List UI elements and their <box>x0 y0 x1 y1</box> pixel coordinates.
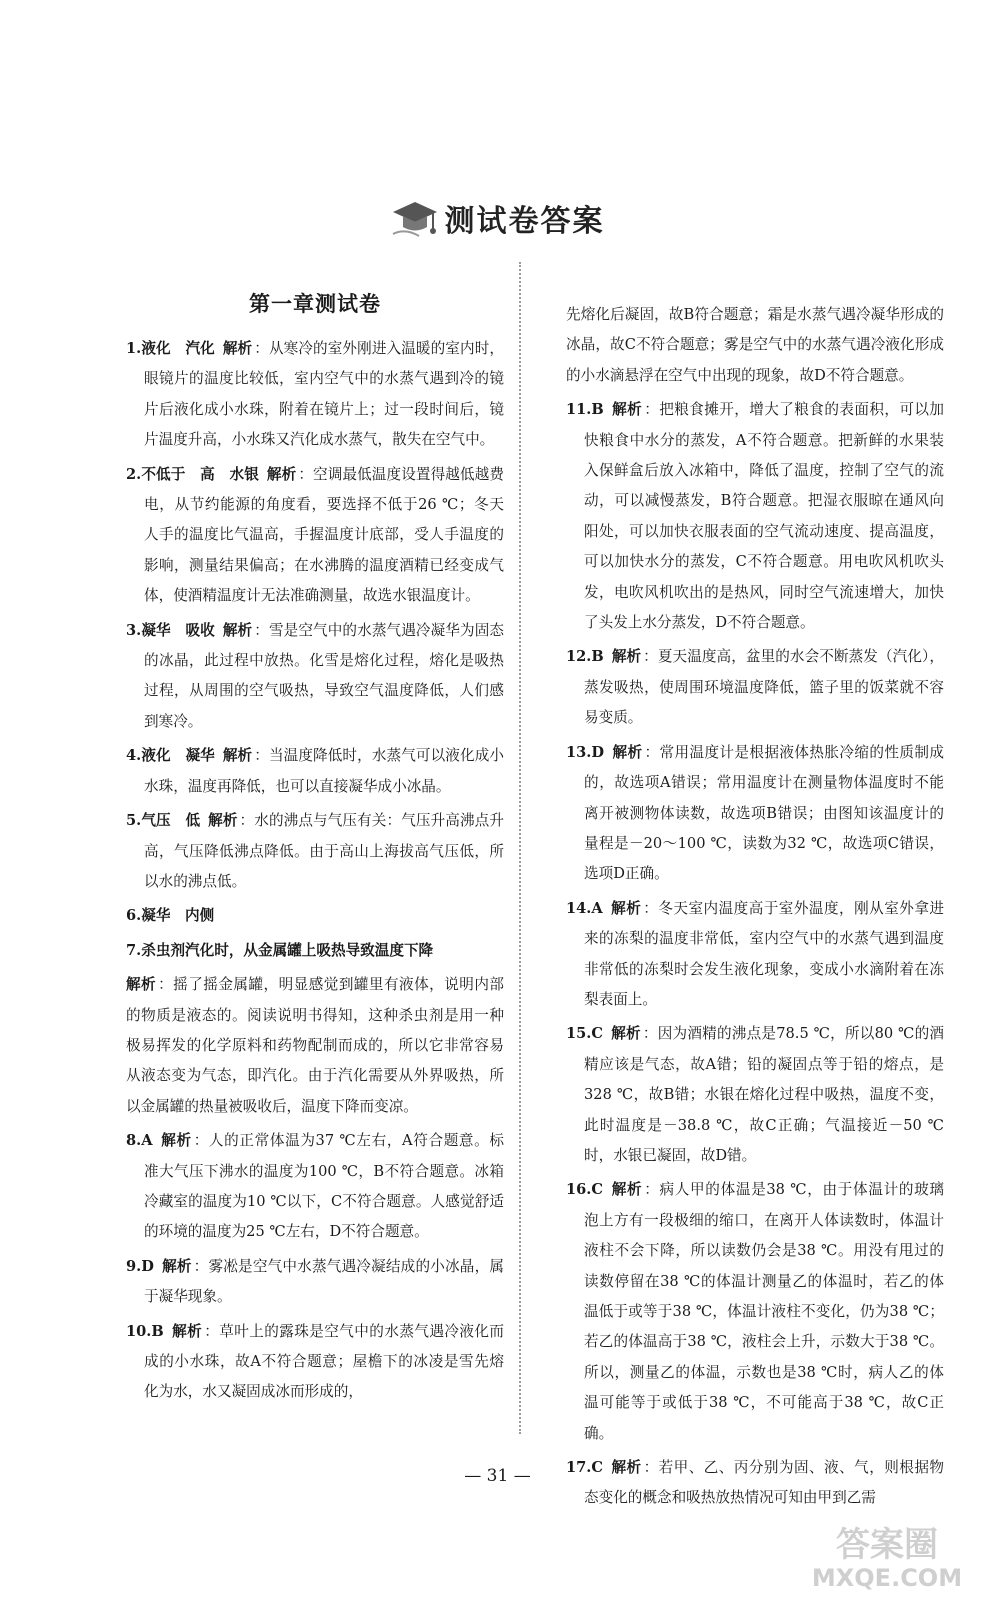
answer-item <box>566 1175 944 1449</box>
item-answer: 气压 低 <box>141 812 201 830</box>
answer-item <box>126 970 504 1122</box>
item-answer: B <box>591 401 604 419</box>
item-analysis-tag: 解析 <box>222 747 253 765</box>
item-number: 3. <box>126 621 142 639</box>
item-analysis-tag: 解析 <box>222 621 253 639</box>
item-number: 12. <box>566 648 592 666</box>
item-analysis-tag: 解析 <box>611 401 643 419</box>
item-text: ：从寒冷的室外刚进入温暖的室内时，眼镜片的温度比较低，室内空气中的水蒸气遇到冷的镜片后液化成小水珠，附着在镜片上；过一段时间后，镜片温度升高，小水珠又汽化成水蒸气，散失在空气中。 <box>144 340 504 449</box>
answer-item <box>566 738 944 890</box>
item-number: 6. <box>126 907 142 925</box>
answer-item <box>566 300 944 391</box>
item-number: 13. <box>566 743 592 761</box>
item-analysis-tag: 解析 <box>610 899 642 917</box>
graduation-cap-icon <box>391 196 439 240</box>
page-title: 测试卷答案 <box>444 204 605 239</box>
item-text: ：夏天温度高，盆里的水会不断蒸发（汽化），蒸发吸热，使周围环境温度降低，篮子里的饭菜就不容易变质。 <box>584 648 944 727</box>
watermark-logo <box>787 1514 987 1594</box>
watermark-line1: 答案圈 <box>836 1525 938 1565</box>
answer-item <box>126 334 504 456</box>
item-number: 5. <box>126 812 142 830</box>
item-text: ：若甲、乙、丙分别为固、液、气，则根据物态变化的概念和吸热放热情况可知由甲到乙需 <box>584 1459 944 1507</box>
item-answer: C <box>591 1025 604 1043</box>
item-answer: 凝华 吸收 <box>141 621 215 639</box>
answer-item <box>566 894 944 1016</box>
item-answer: 液化 汽化 <box>141 340 215 357</box>
item-number: 1. <box>126 340 142 357</box>
item-answer: D <box>141 1257 154 1275</box>
item-analysis-tag: 解析 <box>208 812 238 830</box>
item-analysis-tag: 解析 <box>611 1181 643 1199</box>
item-number: 10. <box>126 1322 152 1340</box>
right-column <box>566 300 944 1518</box>
item-number: 8. <box>126 1132 142 1150</box>
item-text: ：雾凇是空气中水蒸气遇冷凝结成的小冰晶，属于凝华现象。 <box>144 1257 504 1306</box>
answer-item <box>126 806 504 897</box>
item-number: 7. <box>126 941 142 959</box>
answer-item <box>126 1126 504 1248</box>
item-analysis-tag: 解析 <box>611 648 642 666</box>
item-text: ：人的正常体温为37 ℃左右，A符合题意。标准大气压下沸水的温度为100 ℃，B不符合题意。冰箱冷藏室的温度为10 ℃以下，C不符合题意。人感觉舒适的环境的温度为25 ℃左右，D不符合题意。 <box>144 1132 504 1241</box>
answer-item <box>126 741 504 802</box>
item-number: 14. <box>566 899 592 917</box>
item-number: 4. <box>126 747 142 765</box>
item-analysis-tag: 解析 <box>612 743 643 761</box>
item-analysis-tag: 解析 <box>126 976 157 994</box>
answer-list-left <box>126 334 504 1408</box>
item-number: 15. <box>566 1025 592 1043</box>
item-text: ：雪是空气中的水蒸气遇冷凝华为固态的冰晶，此过程中放热。化雪是熔化过程，熔化是吸热过程，从周围的空气吸热，导致空气温度降低，人们感到寒冷。 <box>144 621 504 730</box>
item-analysis-tag: 解析 <box>160 1132 192 1150</box>
item-text: ：摇了摇金属罐，明显感觉到罐里有液体，说明内部的物质是液态的。阅读说明书得知，这种杀虫剂是用一种极易挥发的化学原料和药物配制而成的，所以它非常容易从液态变为气态，即汽化。由于汽化需要从外界吸热，所以金属罐的热量被吸收后，温度下降而变凉。 <box>126 976 504 1115</box>
item-text: ：因为酒精的沸点是78.5 ℃，所以80 ℃的酒精应该是气态，故A错；铅的凝固点等于铅的熔点，是328 ℃，故B错；水银在熔化过程中吸热，温度不变，此时温度是－38.8 ℃，故C正确；气温接近－50 ℃时，水银已凝固，故D错。 <box>584 1025 944 1164</box>
item-text: ：当温度降低时，水蒸气可以液化成小水珠，温度再降低，也可以直接凝华成小冰晶。 <box>144 747 504 795</box>
item-answer: C <box>591 1181 604 1199</box>
item-analysis-tag: 解析 <box>611 1025 641 1043</box>
answer-item <box>126 616 504 738</box>
answer-item <box>126 460 504 612</box>
column-divider <box>519 262 521 1434</box>
answer-item <box>126 901 504 931</box>
page-number: — 31 — <box>464 1466 531 1486</box>
item-answer: B <box>591 648 604 666</box>
page-header <box>0 196 995 240</box>
item-number: 11. <box>566 401 592 419</box>
item-answer: 凝华 内侧 <box>141 907 215 925</box>
answer-list-right <box>566 300 944 1514</box>
item-answer: 不低于 高 水银 <box>141 465 259 483</box>
answer-item <box>126 1317 504 1408</box>
item-answer: 液化 凝华 <box>141 747 215 765</box>
item-analysis-tag: 解析 <box>161 1257 192 1275</box>
item-text: ：水的沸点与气压有关：气压升高沸点升高，气压降低沸点降低。由于高山上海拔高气压低，所以水的沸点低。 <box>144 812 504 890</box>
item-number: 17. <box>566 1459 592 1477</box>
item-text: 先熔化后凝固，故B符合题意；霜是水蒸气遇冷凝华形成的冰晶，故C不符合题意；雾是空气中的水蒸气遇冷液化形成的小水滴悬浮在空气中出现的现象，故D不符合题意。 <box>566 306 944 384</box>
item-text: ：空调最低温度设置得越低越费电，从节约能源的角度看，要选择不低于26 ℃；冬天人手的温度比气温高，手握温度计底部，受人手温度的影响，测量结果偏高；在水沸腾的温度酒精已经变成气体，使酒精温度计无法准确测量，故选水银温度计。 <box>144 465 504 605</box>
item-answer: A <box>591 899 603 917</box>
item-number: 9. <box>126 1257 142 1275</box>
answer-item <box>566 1019 944 1171</box>
item-text: ：把粮食摊开，增大了粮食的表面积，可以加快粮食中水分的蒸发，A不符合题意。把新鲜的水果装入保鲜盒后放入冰箱中，降低了温度，控制了空气的流动，可以减慢蒸发，B符合题意。把湿衣服晾在通风向阳处，可以加快衣服表面的空气流动速度、提高温度，可以加快水分的蒸发，C不符合题意。用电吹风机吹头发，电吹风机吹出的是热风，同时空气流速增大，加快了头发上水分蒸发，D不符合题意。 <box>584 401 944 632</box>
item-analysis-tag: 解析 <box>222 340 253 357</box>
answer-item <box>126 936 504 966</box>
item-number: 2. <box>126 465 142 483</box>
item-text: ：常用温度计是根据液体热胀冷缩的性质制成的，故选项A错误；常用温度计在测量物体温度时不能离开被测物体读数，故选项B错误；由图知该温度计的量程是－20～100 ℃，读数为32 ℃，故选项C错误，选项D正确。 <box>584 743 944 883</box>
item-analysis-tag: 解析 <box>266 465 297 483</box>
item-text: ：病人甲的体温是38 ℃，由于体温计的玻璃泡上方有一段极细的缩口，在离开人体读数时，体温计液柱不会下降，所以读数仍会是38 ℃。用没有甩过的读数停留在38 ℃的体温计测量乙的体温时，若乙的体温低于或等于38 ℃，体温计液柱不变化，仍为38 ℃；若乙的体温高于38 ℃，液柱会上升，示数大于38 ℃。所以，测量乙的体温，示数也是38 ℃时，病人乙的体温可能等于或低于38 ℃，不可能高于38 ℃，故C正确。 <box>584 1181 944 1442</box>
answer-item <box>566 642 944 733</box>
item-answer: C <box>591 1459 604 1477</box>
item-answer: A <box>141 1132 153 1150</box>
left-column <box>126 288 504 1412</box>
answer-item <box>566 395 944 638</box>
section-title: 第一章测试卷 <box>249 291 381 316</box>
watermark-line2: MXQE.COM <box>811 1564 963 1592</box>
item-analysis-tag: 解析 <box>171 1322 203 1340</box>
item-answer: 杀虫剂汽化时，从金属罐上吸热导致温度下降 <box>141 941 434 959</box>
answer-item <box>126 1252 504 1313</box>
item-text: ：冬天室内温度高于室外温度，刚从室外拿进来的冻梨的温度非常低，室内空气中的水蒸气遇到温度非常低的冻梨时会发生液化现象，变成小水滴附着在冻梨表面上。 <box>584 899 944 1008</box>
item-answer: B <box>151 1322 164 1340</box>
item-analysis-tag: 解析 <box>611 1459 642 1477</box>
item-text: ：草叶上的露珠是空气中的水蒸气遇冷液化而成的小水珠，故A不符合题意；屋檐下的冰凌是雪先熔化为水，水又凝固成冰而形成的， <box>144 1322 504 1401</box>
item-answer: D <box>591 743 605 761</box>
item-number: 16. <box>566 1181 592 1199</box>
